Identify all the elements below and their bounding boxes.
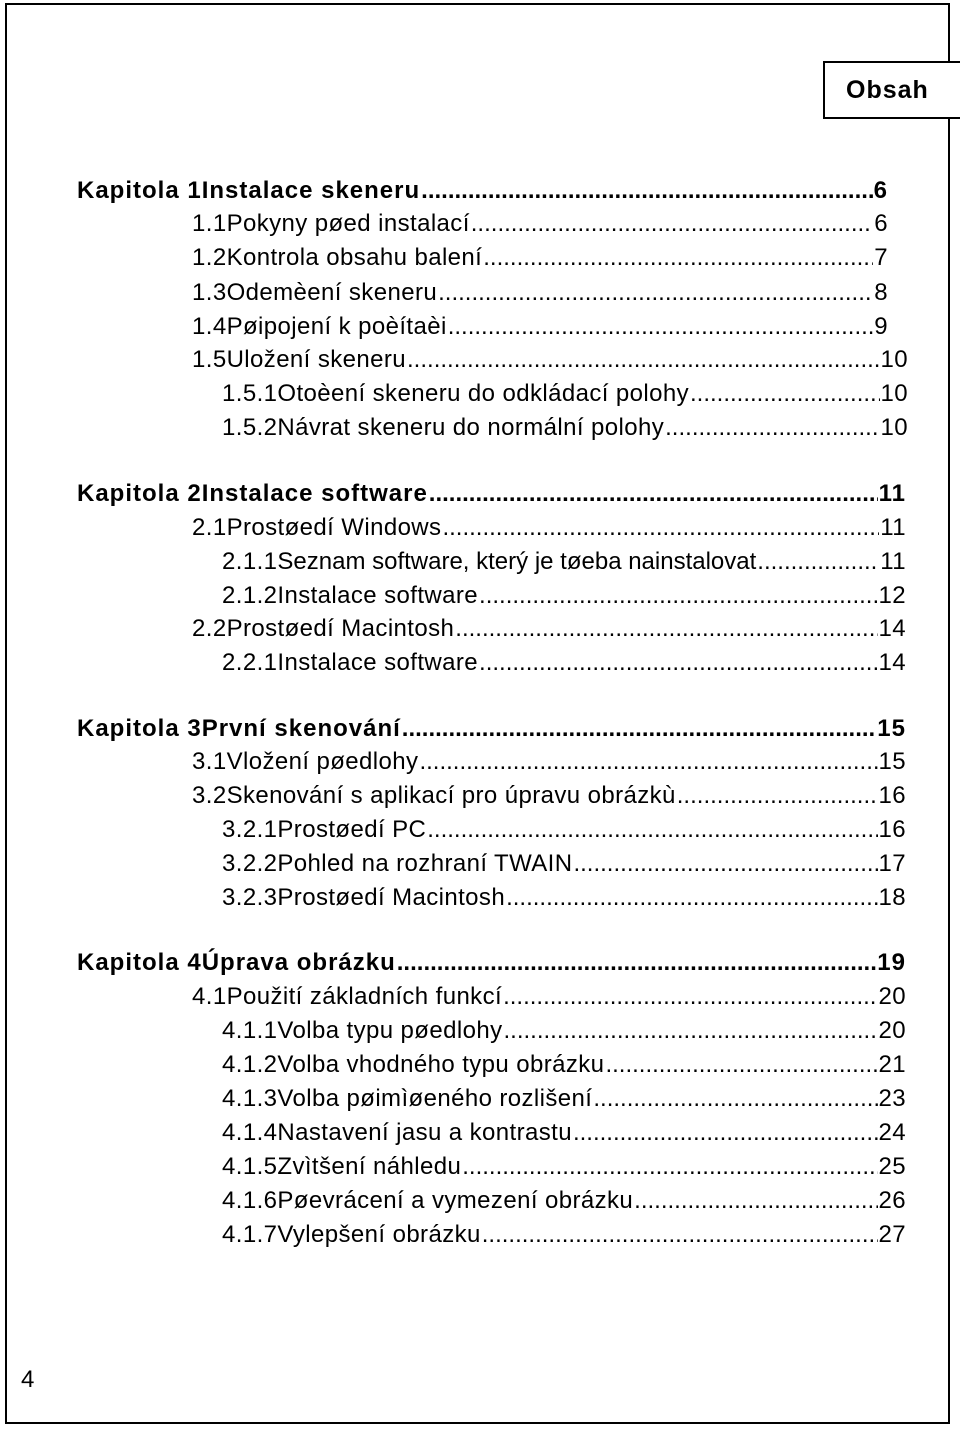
dot-leader: [503, 982, 877, 1012]
toc-entry[interactable]: [192, 312, 888, 342]
toc-page: 16: [878, 782, 906, 809]
toc-page: 6: [873, 177, 888, 204]
dot-leader: [462, 1152, 877, 1182]
toc-number: Kapitola 3: [77, 715, 202, 742]
toc-number: 2.2.1: [222, 649, 278, 676]
toc-page: 16: [878, 816, 906, 843]
toc-number: 1.5: [192, 346, 227, 373]
toc-entry[interactable]: [222, 1084, 906, 1114]
toc-page: 18: [878, 884, 906, 911]
toc-page: 11: [880, 548, 906, 575]
toc-title: Instalace skeneru: [201, 177, 421, 204]
toc-title: Volba vhodného typu obrázku: [277, 1051, 605, 1078]
dot-leader: [506, 883, 877, 913]
header-title: Obsah: [846, 75, 929, 104]
toc-number: 3.2: [192, 782, 227, 809]
toc-title: Kontrola obsahu balení: [226, 244, 483, 271]
dot-leader: [677, 781, 878, 811]
dot-leader: [397, 948, 877, 978]
toc-page: 14: [878, 615, 906, 642]
toc-entry[interactable]: [222, 379, 908, 409]
toc-chapter[interactable]: [77, 948, 906, 978]
toc-entry[interactable]: [222, 849, 906, 879]
toc-number: 1.1: [192, 210, 227, 237]
toc-entry[interactable]: [222, 1050, 906, 1080]
toc-number: 1.5.1: [222, 380, 278, 407]
toc-entry[interactable]: [192, 781, 906, 811]
toc-entry[interactable]: [192, 278, 888, 308]
toc-title: Vylepšení obrázku: [277, 1221, 481, 1248]
toc-page: 8: [874, 279, 888, 306]
toc-entry[interactable]: [222, 1016, 906, 1046]
toc-title: Instalace software: [201, 480, 428, 507]
toc-entry[interactable]: [222, 815, 906, 845]
dot-leader: [483, 243, 873, 273]
toc-number: 3.1: [192, 748, 227, 775]
toc-title: Pohled na rozhraní TWAIN: [277, 850, 573, 877]
toc-entry[interactable]: [222, 883, 906, 913]
toc-title: První skenování: [201, 715, 401, 742]
dot-leader: [757, 547, 879, 577]
toc-title: Pokyny pøed instalací: [226, 210, 470, 237]
dot-leader: [482, 1220, 878, 1250]
toc-title: Seznam software, který je tøeba nainstalovat: [277, 548, 757, 575]
toc-page: 11: [880, 514, 906, 541]
toc-entry[interactable]: [192, 982, 906, 1012]
dot-leader: [427, 815, 877, 845]
toc-title: Prostøedí Windows: [226, 514, 442, 541]
toc-title: Nastavení jasu a kontrastu: [277, 1119, 572, 1146]
toc-number: 2.1.2: [222, 582, 278, 609]
toc-title: Prostøedí PC: [277, 816, 427, 843]
toc-number: 4.1.5: [222, 1153, 278, 1180]
toc-page: 15: [877, 715, 906, 742]
toc-page: 20: [878, 983, 906, 1010]
dot-leader: [421, 176, 872, 206]
dot-leader: [455, 614, 877, 644]
dot-leader: [479, 581, 877, 611]
toc-page: 21: [878, 1051, 906, 1078]
dot-leader: [438, 278, 873, 308]
dot-leader: [665, 413, 879, 443]
toc-title: Prostøedí Macintosh: [226, 615, 455, 642]
toc-page: 19: [877, 949, 906, 976]
toc-entry[interactable]: [192, 513, 906, 543]
toc-title: Zvìtšení náhledu: [277, 1153, 462, 1180]
dot-leader: [429, 479, 878, 509]
toc-number: 2.2: [192, 615, 227, 642]
toc-page: 23: [878, 1085, 906, 1112]
toc-chapter[interactable]: [77, 479, 906, 509]
toc-title: Pøipojení k poèítaèi: [226, 313, 447, 340]
toc-page: 6: [874, 210, 888, 237]
toc-number: 4.1.7: [222, 1221, 278, 1248]
dot-leader: [593, 1084, 877, 1114]
toc-page: 15: [878, 748, 906, 775]
toc-title: Použití základních funkcí: [226, 983, 503, 1010]
toc-page: 10: [880, 380, 908, 407]
toc-chapter[interactable]: [77, 714, 906, 744]
toc-entry[interactable]: [222, 1152, 906, 1182]
toc-number: 2.1: [192, 514, 227, 541]
toc-number: Kapitola 4: [77, 949, 202, 976]
toc-number: Kapitola 1: [77, 177, 202, 204]
toc-title: Instalace software: [277, 649, 479, 676]
dot-leader: [690, 379, 880, 409]
dot-leader: [573, 849, 877, 879]
toc-page: 12: [878, 582, 906, 609]
toc-number: 4.1: [192, 983, 227, 1010]
dot-leader: [605, 1050, 877, 1080]
toc-entry[interactable]: [222, 1220, 906, 1250]
toc-number: 4.1.3: [222, 1085, 278, 1112]
toc-number: 3.2.2: [222, 850, 278, 877]
toc-entry[interactable]: [222, 1186, 906, 1216]
toc-number: 2.1.1: [222, 548, 278, 575]
toc-number: 4.1.1: [222, 1017, 278, 1044]
toc-title: Pøevrácení a vymezení obrázku: [277, 1187, 634, 1214]
toc-entry[interactable]: [192, 243, 888, 273]
toc-number: 4.1.2: [222, 1051, 278, 1078]
toc-entry[interactable]: [222, 1118, 906, 1148]
toc-title: Skenování s aplikací pro úpravu obrázkù: [226, 782, 676, 809]
dot-leader: [419, 747, 877, 777]
toc-page: 26: [878, 1187, 906, 1214]
dot-leader: [471, 209, 873, 239]
dot-leader: [402, 714, 877, 744]
toc-title: Vložení pøedlohy: [226, 748, 419, 775]
dot-leader: [442, 513, 879, 543]
toc-number: Kapitola 2: [77, 480, 202, 507]
page-number: 4: [21, 1366, 35, 1393]
toc-title: Úprava obrázku: [201, 949, 396, 976]
toc-entry[interactable]: [192, 614, 906, 644]
toc-title: Odemèení skeneru: [226, 279, 438, 306]
dot-leader: [634, 1186, 877, 1216]
dot-leader: [448, 312, 874, 342]
toc-title: Otoèení skeneru do odkládací polohy: [277, 380, 689, 407]
toc-entry[interactable]: [192, 209, 888, 239]
toc-page: 20: [878, 1017, 906, 1044]
toc-number: 1.5.2: [222, 414, 278, 441]
toc-title: Uložení skeneru: [226, 346, 407, 373]
toc-number: 1.3: [192, 279, 227, 306]
toc-page: 24: [878, 1119, 906, 1146]
dot-leader: [407, 345, 879, 375]
toc-page: 14: [878, 649, 906, 676]
toc-entry[interactable]: [222, 413, 908, 443]
toc-title: Volba pøimìøeného rozlišení: [277, 1085, 593, 1112]
toc-page: 17: [878, 850, 906, 877]
toc-title: Prostøedí Macintosh: [277, 884, 506, 911]
toc-page: 9: [874, 313, 888, 340]
toc-number: 4.1.6: [222, 1187, 278, 1214]
toc-page: 7: [874, 244, 888, 271]
toc-entry[interactable]: [192, 345, 908, 375]
dot-leader: [573, 1118, 878, 1148]
toc-page: 25: [878, 1153, 906, 1180]
toc-page: 10: [880, 414, 908, 441]
toc-title: Volba typu pøedlohy: [277, 1017, 503, 1044]
toc-number: 3.2.1: [222, 816, 278, 843]
toc-number: 1.2: [192, 244, 227, 271]
toc-number: 3.2.3: [222, 884, 278, 911]
toc-entry[interactable]: [222, 648, 906, 678]
toc-title: Instalace software: [277, 582, 479, 609]
dot-leader: [479, 648, 877, 678]
toc-number: 4.1.4: [222, 1119, 278, 1146]
toc-page: 27: [878, 1221, 906, 1248]
dot-leader: [503, 1016, 877, 1046]
toc-title: Návrat skeneru do normální polohy: [277, 414, 665, 441]
toc-page: 10: [880, 346, 908, 373]
toc-chapter[interactable]: [77, 176, 888, 206]
toc-number: 1.4: [192, 313, 227, 340]
toc-page: 11: [878, 480, 906, 507]
toc-entry[interactable]: [192, 747, 906, 777]
toc-entry[interactable]: [222, 581, 906, 611]
toc-entry[interactable]: [222, 547, 906, 577]
